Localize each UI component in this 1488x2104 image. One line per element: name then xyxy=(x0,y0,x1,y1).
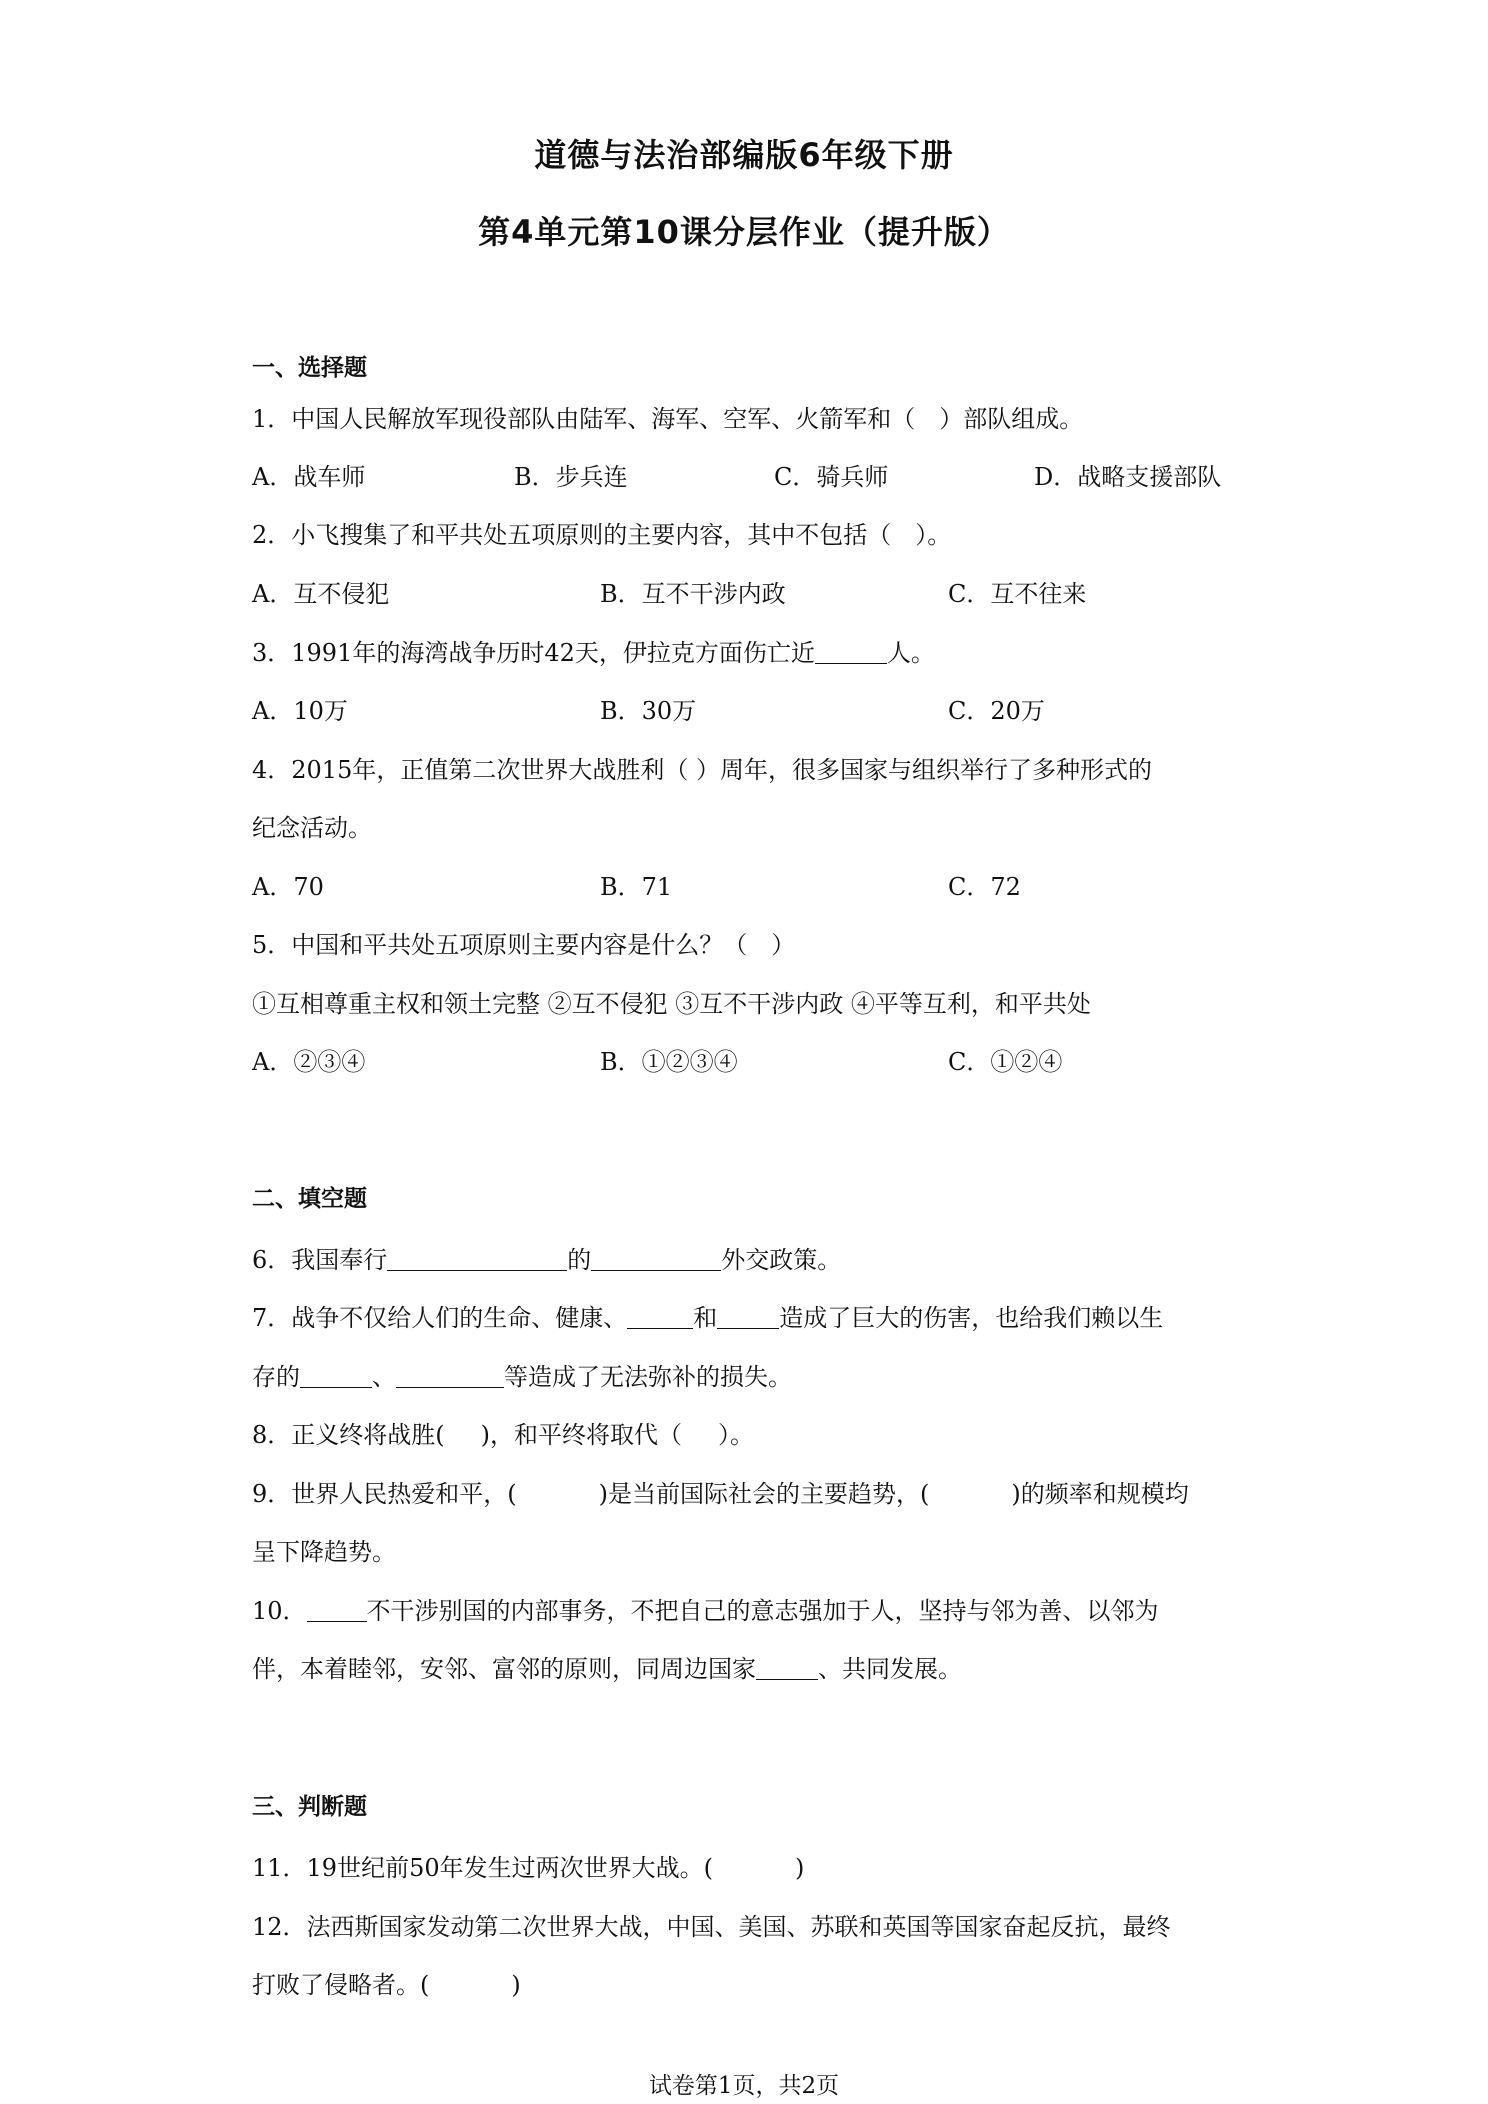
question-2: 2．小飞搜集了和平共处五项原则的主要内容，其中不包括（ ）。 xyxy=(252,521,952,549)
q7-part-6: 等造成了无法弥补的损失。 xyxy=(504,1363,792,1391)
q9-part-2: )是当前国际社会的主要趋势，( xyxy=(598,1480,930,1508)
question-7-line-2 xyxy=(252,1362,792,1392)
q7-blank-1 xyxy=(627,1304,693,1329)
q8-part-1: 8．正义终将战胜( xyxy=(252,1421,445,1449)
q3-text-before: 3．1991年的海湾战争历时42天，伊拉克方面伤亡近 xyxy=(252,639,815,667)
question-1: 1．中国人民解放军现役部队由陆军、海军、空军、火箭军和（ ）部队组成。 xyxy=(252,405,1084,433)
question-4-line-2: 纪念活动。 xyxy=(252,814,372,842)
q6-blank-1 xyxy=(387,1246,567,1271)
q10-blank-1 xyxy=(307,1597,367,1622)
q3-option-b: B．30万 xyxy=(600,697,697,725)
question-4-line-1: 4．2015年，正值第二次世界大战胜利（ ）周年，很多国家与组织举行了多种形式的 xyxy=(252,756,1152,784)
document-subtitle: 第4单元第10课分层作业（提升版） xyxy=(478,213,1010,251)
q6-part-2: 的 xyxy=(567,1246,592,1274)
q8-part-2: )，和平终将取代（ xyxy=(480,1421,683,1449)
q3-option-c: C．20万 xyxy=(948,697,1045,725)
q10-blank-2 xyxy=(756,1655,818,1680)
q4-option-b: B．71 xyxy=(600,873,673,901)
question-9-line-2: 呈下降趋势。 xyxy=(252,1538,396,1566)
q9-part-1: 9．世界人民热爱和平，( xyxy=(252,1480,517,1508)
q7-blank-3 xyxy=(300,1363,372,1388)
question-3 xyxy=(252,638,935,668)
q10-part-3: 伴，本着睦邻，安邻、富邻的原则，同周边国家 xyxy=(252,1655,756,1683)
q7-blank-4 xyxy=(396,1363,504,1388)
q9-part-3: )的频率和规模均 xyxy=(1011,1480,1189,1508)
q4-option-c: C．72 xyxy=(948,873,1021,901)
q11-part-2: ) xyxy=(794,1854,805,1882)
section-fill-heading: 二、填空题 xyxy=(252,1186,367,1212)
question-5: 5．中国和平共处五项原则主要内容是什么？（ ） xyxy=(252,931,796,959)
q7-part-2: 和 xyxy=(693,1304,718,1332)
q7-blank-2 xyxy=(717,1304,779,1329)
question-12-line-2 xyxy=(252,1970,521,2000)
document-title: 道德与法治部编版6年级下册 xyxy=(534,136,954,174)
q5-option-c: C．①②④ xyxy=(948,1048,1063,1076)
q7-part-3: 造成了巨大的伤害，也给我们赖以生 xyxy=(779,1304,1164,1332)
question-10-line-1 xyxy=(252,1596,1159,1626)
q3-option-a: A．10万 xyxy=(252,697,348,725)
question-11 xyxy=(252,1853,804,1883)
question-10-line-2 xyxy=(252,1654,962,1684)
question-8 xyxy=(252,1420,754,1450)
q7-part-5: 、 xyxy=(372,1363,396,1391)
q7-part-1: 7．战争不仅给人们的生命、健康、 xyxy=(252,1304,628,1332)
q1-option-d: D．战略支援部队 xyxy=(1034,463,1222,491)
q11-part-1: 11．19世纪前50年发生过两次世界大战。( xyxy=(252,1854,713,1882)
q1-option-b: B．步兵连 xyxy=(514,463,628,491)
q7-part-4: 存的 xyxy=(252,1363,300,1391)
q3-answer-blank xyxy=(815,639,887,664)
q2-option-b: B．互不干涉内政 xyxy=(600,580,786,608)
question-6 xyxy=(252,1245,841,1275)
q10-part-1: 10． xyxy=(252,1597,307,1625)
question-12-line-1: 12．法西斯国家发动第二次世界大战，中国、美国、苏联和英国等国家奋起反抗，最终 xyxy=(252,1913,1171,1941)
q1-option-c: C．骑兵师 xyxy=(774,463,889,491)
q6-part-1: 6．我国奉行 xyxy=(252,1246,388,1274)
q6-part-3: 外交政策。 xyxy=(721,1246,842,1274)
q12-part-2: ) xyxy=(511,1971,521,1999)
page-footer: 试卷第1页，共2页 xyxy=(648,2073,840,2099)
q2-option-c: C．互不往来 xyxy=(948,580,1087,608)
question-5-items: ①互相尊重主权和领土完整 ②互不侵犯 ③互不干涉内政 ④平等互利，和平共处 xyxy=(252,990,1091,1018)
section-choice-heading: 一、选择题 xyxy=(252,355,367,381)
question-7-line-1 xyxy=(252,1303,1163,1333)
q4-option-a: A．70 xyxy=(252,873,324,901)
q8-part-3: ）。 xyxy=(718,1421,755,1449)
q1-option-a: A．战车师 xyxy=(252,463,366,491)
q5-option-b: B．①②③④ xyxy=(600,1048,738,1076)
q12-part-1: 打败了侵略者。( xyxy=(252,1971,430,1999)
q2-option-a: A．互不侵犯 xyxy=(252,580,390,608)
q10-part-4: 、共同发展。 xyxy=(818,1655,962,1683)
q6-blank-2 xyxy=(591,1246,721,1271)
q3-text-after: 人。 xyxy=(886,639,935,667)
question-9-line-1 xyxy=(252,1479,1189,1509)
q5-option-a: A．②③④ xyxy=(252,1048,366,1076)
section-judge-heading: 三、判断题 xyxy=(252,1794,367,1820)
q10-part-2: 不干涉别国的内部事务，不把自己的意志强加于人，坚持与邻为善、以邻为 xyxy=(366,1597,1159,1625)
